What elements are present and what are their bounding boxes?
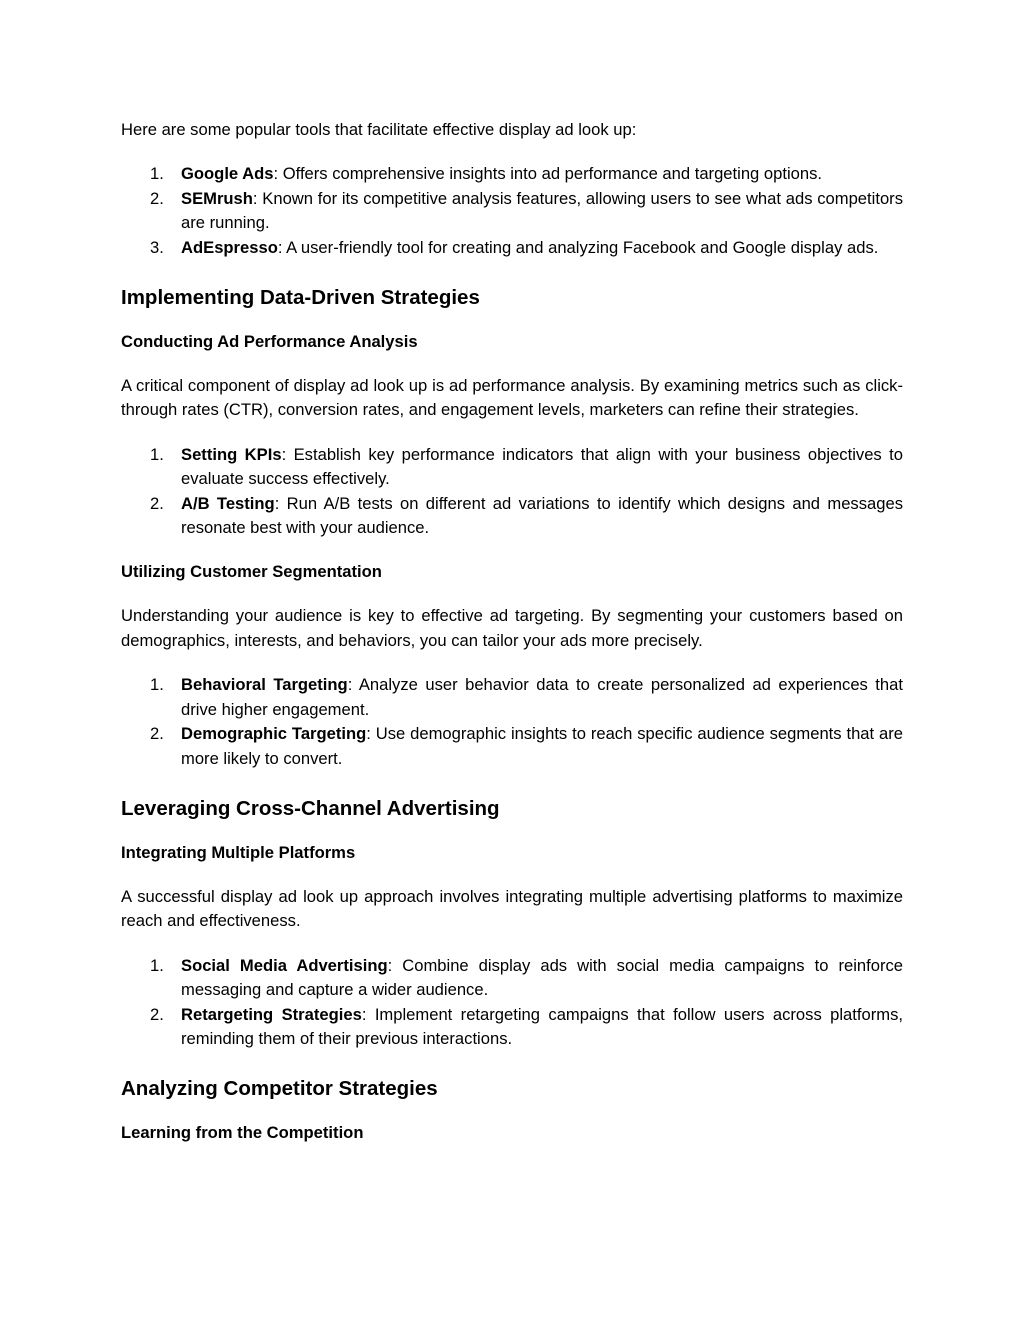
section-heading: Analyzing Competitor Strategies [121,1077,438,1101]
list-item [121,1003,903,1052]
list-description: : Combine display ads with social media campaigns to reinforce messaging and capture a wider audience. [181,955,903,1000]
subsection-heading: Utilizing Customer Segmentation [121,562,382,582]
subsection-heading: Integrating Multiple Platforms [121,842,356,862]
list-term: Social Media Advertising [181,955,388,975]
intro-paragraph: Here are some popular tools that facilitate effective display ad look up: [121,120,637,139]
list-item [121,443,903,492]
numbered-list [121,954,903,1052]
list-description: : Use demographic insights to reach specific audience segments that are more likely to convert. [181,724,903,768]
tools-list [121,162,903,260]
list-item [121,673,903,722]
list-term: Retargeting Strategies [181,1004,362,1024]
list-item [121,187,903,236]
list-description: : Analyze user behavior data to create personalized ad experiences that drive higher engagement. [181,675,903,719]
list-term: Setting KPIs [181,444,282,464]
list-item [121,492,903,541]
list-item [121,236,903,260]
body-paragraph: A critical component of display ad look up is ad performance analysis. By examining metrics such as click-through rates (CTR), conversion rates, and engagement levels, marketers can refine their strategies. [121,376,903,420]
list-description: : Known for its competitive analysis features, allowing users to see what ads competitors are running. [181,188,903,233]
section-heading: Leveraging Cross-Channel Advertising [121,796,500,820]
list-number: 1. [150,955,164,975]
list-number: 2. [150,724,164,744]
list-number: 2. [150,493,164,513]
list-description: : Offers comprehensive insights into ad performance and targeting options. [273,164,823,184]
list-number: 1. [150,164,164,184]
list-description: : A user-friendly tool for creating and analyzing Facebook and Google display ads. [277,237,879,257]
list-term: AdEspresso [181,237,278,257]
list-term: Behavioral Targeting [181,675,348,695]
list-number: 3. [150,237,164,257]
section-heading: Implementing Data-Driven Strategies [121,286,480,310]
list-description: : Run A/B tests on different ad variations to identify which designs and messages resonate best with your audience. [181,493,904,538]
list-item [121,722,903,771]
list-item [121,162,903,186]
body-paragraph: A successful display ad look up approach involves integrating multiple advertising platforms to maximize reach and effectiveness. [121,886,903,931]
numbered-list [121,443,903,541]
list-number: 1. [150,675,164,695]
document-page [121,118,903,1145]
list-number: 2. [150,1004,164,1024]
numbered-list [121,673,903,771]
body-paragraph: Understanding your audience is key to effective ad targeting. By segmenting your customers based on demographics, interests, and behaviors, you can tailor your ads more precisely. [121,606,903,650]
list-term: A/B Testing [181,493,275,513]
list-item [121,954,903,1003]
list-term: Google Ads [181,164,274,184]
list-description: : Establish key performance indicators that align with your business objectives to evaluate success effectively. [181,444,903,489]
list-number: 1. [150,444,164,464]
subsection-heading: Conducting Ad Performance Analysis [121,332,418,352]
subsection-heading: Learning from the Competition [121,1123,364,1143]
list-term: Demographic Targeting [181,724,367,744]
list-term: SEMrush [181,188,253,208]
list-number: 2. [150,188,164,208]
list-description: : Implement retargeting campaigns that follow users across platforms, reminding them of their previous interactions. [181,1004,903,1048]
